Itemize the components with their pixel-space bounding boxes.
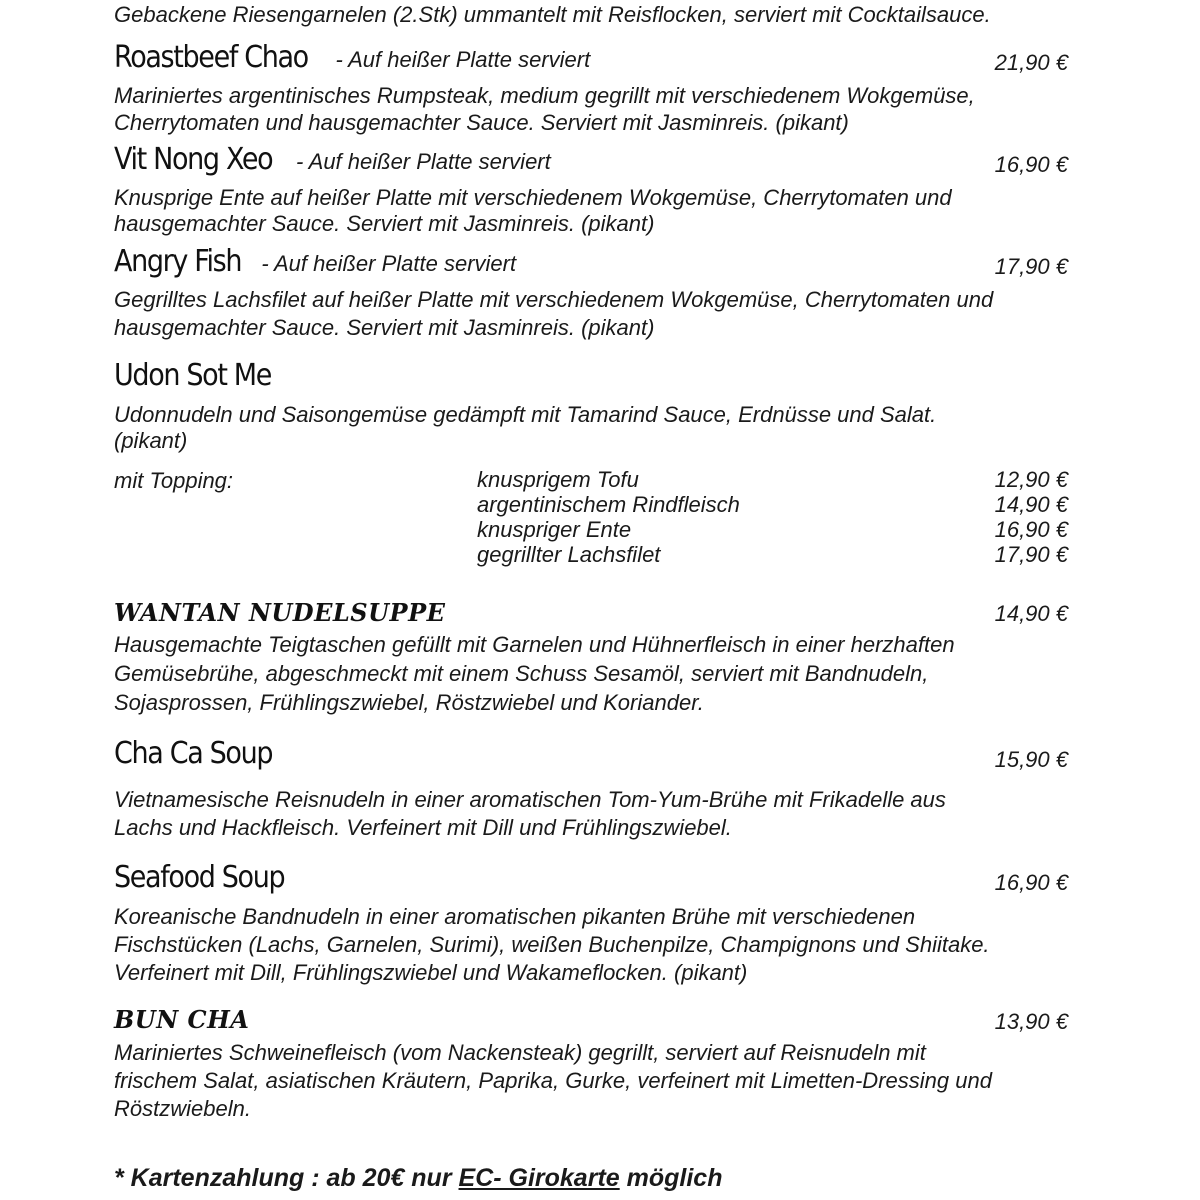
item-wantan-desc-3: Sojasprossen, Frühlingszwiebel, Röstzwiebel und Koriander. xyxy=(114,690,704,715)
item-wantan-title xyxy=(114,598,445,627)
prev-item-description: Gebackene Riesengarnelen (2.Stk) ummantelt mit Reisflocken, serviert mit Cocktailsauce. xyxy=(114,2,991,27)
item-bun-cha-price: 13,90 € xyxy=(994,1009,1068,1034)
dish-name: Udon Sot Me xyxy=(114,358,272,393)
dish-name: WANTAN NUDELSUPPE xyxy=(114,598,446,627)
payment-note-prefix: * Kartenzahlung : ab 20€ nur xyxy=(114,1164,459,1192)
item-wantan-price: 14,90 € xyxy=(994,601,1068,626)
item-wantan-desc-1: Hausgemachte Teigtaschen gefüllt mit Garnelen und Hühnerfleisch in einer herzhaften xyxy=(114,632,955,657)
dish-name: Roastbeef Chao xyxy=(114,40,308,75)
item-seafood-soup-price: 16,90 € xyxy=(994,870,1068,895)
payment-note xyxy=(114,1164,722,1193)
item-cha-ca-soup-desc-2: Lachs und Hackfleisch. Verfeinert mit Dill und Frühlingszwiebel. xyxy=(114,815,732,840)
payment-note-card: EC- Girokarte xyxy=(458,1164,620,1192)
dish-name: Angry Fish xyxy=(114,244,242,279)
topping-price: 14,90 € xyxy=(994,492,1068,517)
item-angry-fish-price: 17,90 € xyxy=(994,254,1068,279)
item-udon-desc-2: (pikant) xyxy=(114,428,188,453)
item-seafood-soup-desc-3: Verfeinert mit Dill, Frühlingszwiebel und Wakameflocken. (pikant) xyxy=(114,960,748,985)
topping-price: 16,90 € xyxy=(994,517,1068,542)
item-vit-nong-xeo-desc-1: Knusprige Ente auf heißer Platte mit verschiedenem Wokgemüse, Cherrytomaten und xyxy=(114,185,952,210)
item-angry-fish-desc-1: Gegrilltes Lachsfilet auf heißer Platte mit verschiedenem Wokgemüse, Cherrytomaten und xyxy=(114,287,994,312)
item-vit-nong-xeo-title xyxy=(114,142,551,177)
dish-note: - Auf heißer Platte serviert xyxy=(329,47,591,72)
dish-name: Seafood Soup xyxy=(114,860,285,895)
topping-label: mit Topping: xyxy=(114,468,234,493)
item-vit-nong-xeo-desc-2: hausgemachter Sauce. Serviert mit Jasminreis. (pikant) xyxy=(114,211,655,236)
item-roastbeef-chao-title xyxy=(114,40,590,75)
dish-note: - Auf heißer Platte serviert xyxy=(289,149,551,174)
item-angry-fish-title xyxy=(114,244,516,279)
item-bun-cha-desc-2: frischem Salat, asiatischen Kräutern, Paprika, Gurke, verfeinert mit Limetten-Dressing und xyxy=(114,1068,992,1093)
item-bun-cha-desc-1: Mariniertes Schweinefleisch (vom Nackensteak) gegrillt, serviert auf Reisnudeln mit xyxy=(114,1040,926,1065)
item-roastbeef-chao-desc-2: Cherrytomaten und hausgemachter Sauce. Serviert mit Jasminreis. (pikant) xyxy=(114,110,849,135)
item-udon-desc-1: Udonnudeln und Saisongemüse gedämpft mit Tamarind Sauce, Erdnüsse und Salat. xyxy=(114,402,937,427)
topping-option: argentinischem Rindfleisch xyxy=(477,492,740,517)
dish-name: Vit Nong Xeo xyxy=(114,142,273,177)
item-seafood-soup-title xyxy=(114,860,303,895)
item-cha-ca-soup-desc-1: Vietnamesische Reisnudeln in einer aromatischen Tom-Yum-Brühe mit Frikadelle aus xyxy=(114,787,946,812)
item-udon-sot-me-title xyxy=(114,358,288,393)
payment-note-suffix: möglich xyxy=(619,1164,723,1192)
item-angry-fish-desc-2: hausgemachter Sauce. Serviert mit Jasminreis. (pikant) xyxy=(114,315,655,340)
topping-option: gegrillter Lachsfilet xyxy=(477,542,661,567)
dish-name: Cha Ca Soup xyxy=(114,736,273,771)
topping-price: 12,90 € xyxy=(994,467,1068,492)
item-roastbeef-chao-desc-1: Mariniertes argentinisches Rumpsteak, medium gegrillt mit verschiedenem Wokgemüse, xyxy=(114,83,975,108)
topping-option: knusprigem Tofu xyxy=(477,467,639,492)
item-cha-ca-soup-price: 15,90 € xyxy=(994,747,1068,772)
item-bun-cha-title xyxy=(114,1005,249,1034)
item-seafood-soup-desc-1: Koreanische Bandnudeln in einer aromatischen pikanten Brühe mit verschiedenen xyxy=(114,904,916,929)
item-vit-nong-xeo-price: 16,90 € xyxy=(994,152,1068,177)
dish-note: - Auf heißer Platte serviert xyxy=(255,251,517,276)
item-wantan-desc-2: Gemüsebrühe, abgeschmeckt mit einem Schuss Sesamöl, serviert mit Bandnudeln, xyxy=(114,661,929,686)
item-roastbeef-chao-price: 21,90 € xyxy=(994,50,1068,75)
item-cha-ca-soup-title xyxy=(114,736,290,771)
dish-name: BUN CHA xyxy=(114,1005,250,1034)
item-seafood-soup-desc-2: Fischstücken (Lachs, Garnelen, Surimi), weißen Buchenpilze, Champignons und Shiitake. xyxy=(114,932,990,957)
topping-option: knuspriger Ente xyxy=(477,517,632,542)
item-bun-cha-desc-3: Röstzwiebeln. xyxy=(114,1096,251,1121)
topping-price: 17,90 € xyxy=(994,542,1068,567)
